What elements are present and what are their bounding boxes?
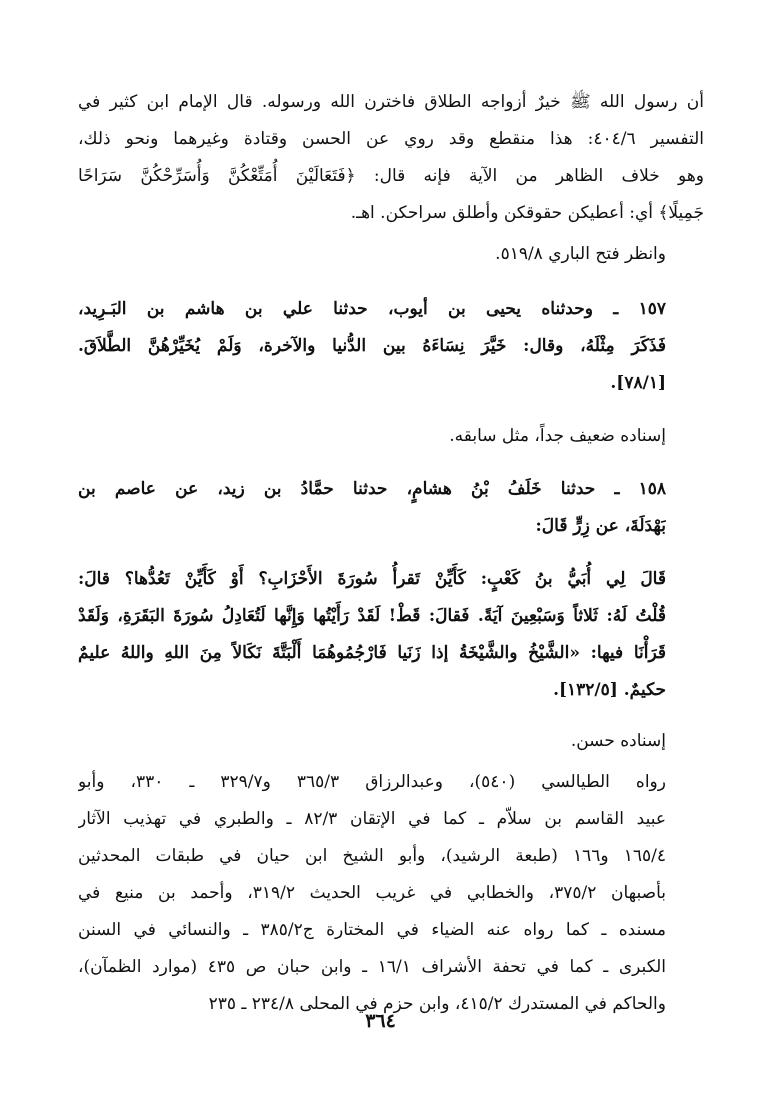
paragraph-p4 bbox=[78, 418, 704, 455]
text-line: عبيد القاسم بن سلاّم ـ كما في الإتقان ٨٢/٣ ـ والطبري في تهذيب الآثار bbox=[78, 809, 666, 829]
paragraph-p8 bbox=[78, 764, 704, 1023]
text-line: فَذَكَرَ مِثْلَهُ، وقال: خَيَّرَ نِسَاءَهُ بين الدُّنيا والآخرة، وَلَمْ يُخَيِّرْهُنَّ الطَّلاَقَ. bbox=[78, 336, 666, 356]
paragraph-p7 bbox=[78, 723, 704, 760]
page-number: ٣٦٤ bbox=[365, 1010, 396, 1032]
text-line: إسناده حسن. bbox=[570, 731, 666, 751]
page-body bbox=[78, 84, 704, 1023]
text-line: بَهْدَلَةَ، عن زِرٍّ قَالَ: bbox=[535, 516, 666, 536]
text-line: التفسير ٤٠٤/٦: هذا منقطع وقد روي عن الحسن وقتادة وغيرهما ونحو ذلك، bbox=[78, 129, 704, 149]
text-line: قُلْتُ لَهُ: ثَلاثاً وَسَبْعِينَ آيَةً. فَقالَ: قَطْ! لَقَدْ رَأَيْتُها وَإِنَّها لَتُعَادِلُ سُورَةَ البَقَرَةِ، وَلَقَدْ bbox=[78, 606, 666, 626]
text-line: والحاكم في المستدرك ٤١٥/٢، وابن حزم في المحلى ٢٣٤/٨ ـ ٢٣٥ bbox=[208, 994, 666, 1014]
text-line: قَالَ لِي أُبَيُّ بنُ كَعْبٍ: كَأَيِّنْ تَقرأُ سُورَةَ الأَحْزَابِ؟ أَوْ كَأَيِّنْ تَعُدُّها؟ قالَ: bbox=[78, 569, 666, 589]
text-line: حكيمٌ. [١٣٢/٥]. bbox=[553, 680, 666, 700]
text-line: قَرَأْنَا فيها: «الشَّيْخُ والشَّيْخَةُ إذا زَنَيا فَارْجُمُوهُمَا أَلْبَتَّةَ نَكَالاً مِنَ اللهِ واللهُ عليمٌ bbox=[78, 643, 666, 663]
text-line: ١٥٧ ـ وحدثناه يحيى بن أيوب، حدثنا علي بن هاشم بن البَـرِيد، bbox=[78, 299, 666, 319]
text-line: [٧٨/١]. bbox=[610, 373, 666, 393]
text-line: وانظر فتح الباري ٥١٩/٨. bbox=[495, 244, 666, 264]
paragraph-p5 bbox=[78, 471, 704, 545]
text-line: رواه الطيالسي (٥٤٠)، وعبدالرزاق ٣٦٥/٣ و٣٢٩/٧ ـ ٣٣٠، وأبو bbox=[78, 772, 666, 792]
text-line: ١٦٥/٤ و١٦٦ (طبعة الرشيد)، وأبو الشيخ ابن حيان في طبقات المحدثين bbox=[78, 846, 666, 866]
text-line: وهو خلاف الظاهر من الآية فإنه قال: ﴿فَتَعَالَيْنَ أُمَتِّعْكُنَّ وَأُسَرِّحْكُنَّ سَرَاحًا bbox=[78, 166, 704, 186]
text-line: الكبرى ـ كما في تحفة الأشراف ١٦/١ ـ وابن حبان ص ٤٣٥ (موارد الظمآن)، bbox=[78, 957, 666, 977]
text-line: أن رسول الله ﷺ خيرٌ أزواجه الطلاق فاخترن الله ورسوله. قال الإمام ابن كثير في bbox=[78, 92, 704, 112]
paragraph-p6 bbox=[78, 561, 704, 709]
text-line: بأصبهان ٣٧٥/٢، والخطابي في غريب الحديث ٣١٩/٢، وأحمد بن منيع في bbox=[78, 883, 666, 903]
text-line: مسنده ـ كما رواه عنه الضياء في المختارة ج٣٨٥/٢ ـ والنسائي في السنن bbox=[78, 920, 666, 940]
text-line: جَمِيلًا﴾ أي: أعطيكن حقوقكن وأطلق سراحكن. اهـ. bbox=[350, 203, 704, 223]
text-line: ١٥٨ ـ حدثنا خَلَفُ بْنُ هشامٍ، حدثنا حمَّادُ بن زيد، عن عاصم بن bbox=[78, 479, 666, 499]
paragraph-p2 bbox=[78, 236, 704, 273]
paragraph-p1 bbox=[78, 84, 704, 232]
paragraph-p3 bbox=[78, 291, 704, 402]
text-line: إسناده ضعيف جداً، مثل سابقه. bbox=[449, 426, 666, 446]
